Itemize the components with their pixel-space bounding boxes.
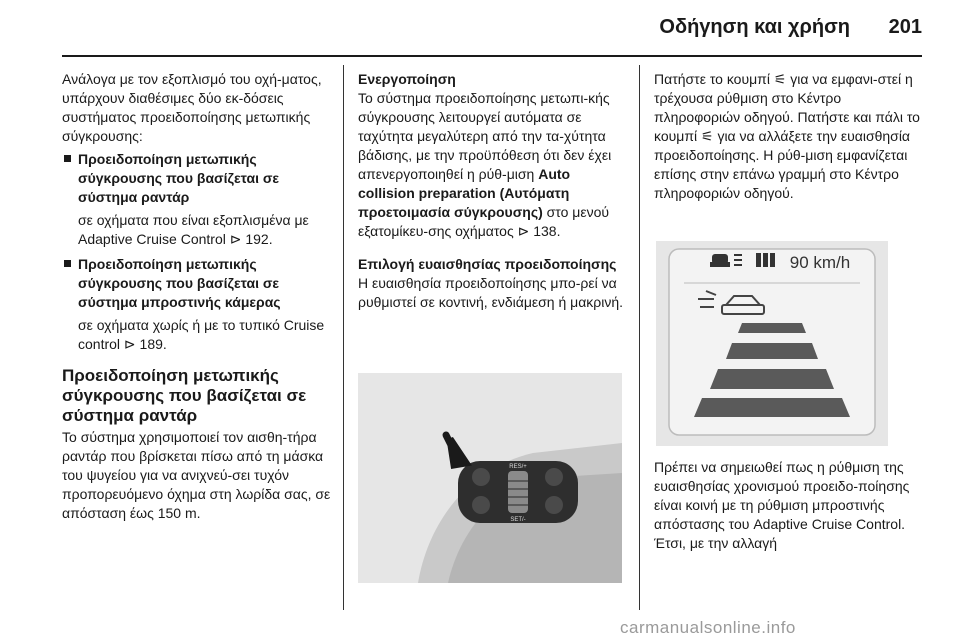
sensitivity-heading: Επιλογή ευαισθησίας προειδοποίησης: [358, 256, 617, 272]
steering-wheel-figure: [358, 373, 622, 583]
section-heading: Προειδοποίηση μετωπικής σύγκρουσης που βασίζεται σε σύστημα ραντάρ: [62, 366, 307, 425]
collision-alert-icon: [710, 254, 742, 267]
bullet-title: Προειδοποίηση μετωπικής σύγκρουσης που βασίζεται σε σύστημα ραντάρ: [78, 151, 280, 205]
intro-paragraph: Ανάλογα με τον εξοπλισμό του οχή-ματος, υπάρχουν διαθέσιμες δύο εκ-δόσεις συστήματος προειδοποίησης μετωπικής σύγκρουσης:: [62, 71, 322, 144]
cancel-button: [472, 496, 490, 514]
note-paragraph: Πρέπει να σημειωθεί πως η ρύθμιση της ευαισθησίας χρονισμού προειδο-ποίησης είναι κοινή με τη ρύθμιση μπροστινής απόστασης του Adaptive Cruise Control. Έτσι, με την αλλαγή: [654, 459, 910, 551]
bullet-radar: [62, 150, 332, 207]
activation-setting-name: Auto collision preparation (Αυτόματη προετοιμασία σύγκρουσης): [358, 166, 571, 220]
gap-button: [545, 468, 563, 486]
header-rule: [62, 55, 922, 57]
activation-text: στο μενού εξατομίκευ-σης οχήματος ⊳ 138.: [358, 204, 610, 239]
set-label: SET/-: [510, 517, 526, 523]
bullet-desc: σε οχήματα χωρίς ή με το τυπικό Cruise control ⊳ 189.: [78, 317, 325, 352]
column-divider: [639, 65, 640, 610]
bullet-square-icon: [64, 155, 71, 162]
bullet-title: Προειδοποίηση μετωπικής σύγκρουσης που βασίζεται σε σύστημα μπροστινής κάμερας: [78, 256, 281, 310]
column-3: [654, 70, 922, 207]
page-number: 201: [888, 16, 922, 38]
bullet-camera: [62, 255, 332, 312]
driver-info-display-figure: [656, 241, 888, 446]
watermark: carmanualsonline.info: [620, 618, 796, 637]
gap-bar-2: [726, 343, 818, 359]
limiter-button: [545, 496, 563, 514]
activation-paragraph: [358, 89, 624, 241]
gap-bar-3: [710, 369, 834, 389]
section-paragraph: Το σύστημα χρησιμοποιεί τον αισθη-τήρα ραντάρ που βρίσκεται πίσω από τη μάσκα του ψυγείου για να ανιχνεύ-σει τυχόν προπορευόμενο όχημα στη λωρίδα σας, σε απόσταση έως 150 m.: [62, 429, 331, 521]
bullet-square-icon: [64, 260, 71, 267]
column-1: [62, 70, 332, 527]
activation-heading: Ενεργοποίηση: [358, 71, 456, 87]
bullet-desc: σε οχήματα που είναι εξοπλισμένα με Adaptive Cruise Control ⊳ 192.: [78, 212, 309, 247]
res-label: RES/+: [509, 464, 527, 470]
column-2: [358, 70, 624, 316]
gap-bar-1: [738, 323, 806, 333]
activation-text: Το σύστημα προειδοποίησης μετωπι-κής σύγκρουσης λειτουργεί αυτόματα σε ταχύτητα μεγαλύτερη από την τα-χύτητα βάδισης, με την προϋπόθεση ότι δεν έχει απενεργοποιηθεί η ρύθ-μιση: [358, 90, 612, 182]
thumbwheel: [508, 471, 528, 513]
sensitivity-button-paragraph: Πατήστε το κουμπί ⚟ για να εμφανι-στεί η τρέχουσα ρύθμιση στο Κέντρο πληροφοριών οδηγού. Πατήστε και πάλι το κουμπί ⚟ για να αλλάξετε την ευαισθησία προειδοποίησης. Η ρύθ-μιση εμφανίζεται επίσης στην επάνω γραμμή στο Κέντρο πληροφοριών οδηγού.: [654, 71, 920, 201]
column-divider: [343, 65, 344, 610]
sensitivity-paragraph: Η ευαισθησία προειδοποίησης μπο-ρεί να ρυθμιστεί σε κοντινή, ενδιάμεση ή μακρινή.: [358, 275, 624, 310]
gap-bar-4: [694, 398, 850, 417]
sensitivity-button: [472, 468, 490, 486]
display-speed: 90 km/h: [789, 253, 851, 272]
gap-bars-icon: [756, 253, 775, 267]
column-3-continued: [654, 458, 922, 557]
page-header-title: Οδήγηση και χρήση: [659, 16, 850, 38]
